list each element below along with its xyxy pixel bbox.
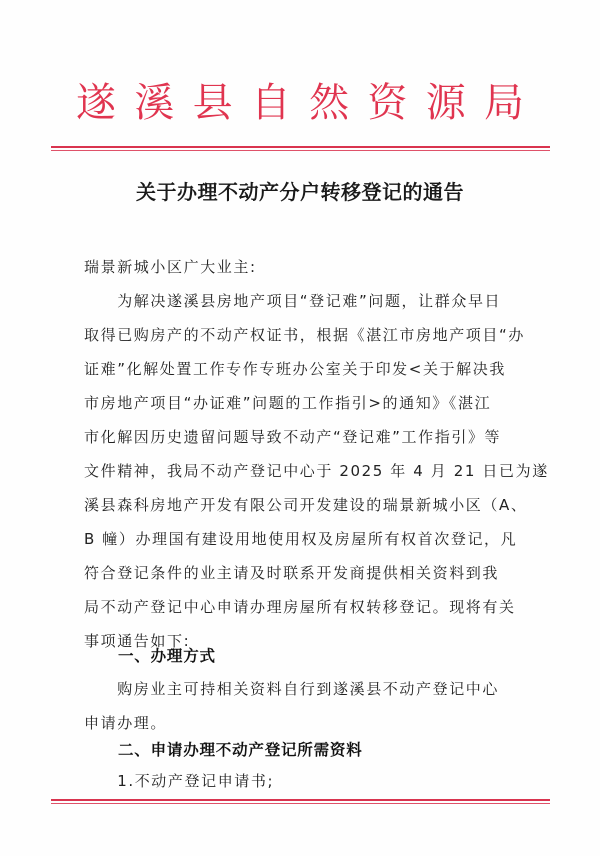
letterhead-char: 遂 bbox=[76, 79, 116, 126]
body-line: B 幢）办理国有建设用地使用权及房屋所有权首次登记，凡 bbox=[84, 530, 518, 548]
body-line: 溪县森科房地产开发有限公司开发建设的瑞景新城小区（A、 bbox=[84, 496, 528, 514]
body-line: 证难”化解处置工作专作专班办公室关于印发<关于解决我 bbox=[84, 360, 506, 378]
letterhead-char: 溪 bbox=[134, 79, 175, 126]
section-heading-method: 一、办理方式 bbox=[118, 647, 216, 665]
salutation: 瑞景新城小区广大业主: bbox=[84, 258, 257, 276]
body-line: 取得已购房产的不动产权证书，根据《湛江市房地产项目“办 bbox=[84, 326, 525, 344]
section-heading-materials: 二、申请办理不动产登记所需资料 bbox=[118, 741, 363, 759]
letterhead-divider-thick bbox=[51, 146, 550, 148]
footer-divider-thin bbox=[51, 803, 550, 804]
footer-divider-thick bbox=[51, 799, 550, 801]
body-line: 局不动产登记中心申请办理房屋所有权转移登记。现将有关 bbox=[84, 598, 516, 616]
section-line: 申请办理。 bbox=[84, 714, 168, 732]
letterhead-char: 然 bbox=[309, 79, 350, 126]
body-line: 文件精神，我局不动产登记中心于 2025 年 4 月 21 日已为遂 bbox=[84, 462, 549, 480]
letterhead-divider-thin bbox=[51, 150, 550, 151]
body-line: 为解决遂溪县房地产项目“登记难”问题，让群众早日 bbox=[84, 292, 502, 310]
letterhead-char: 局 bbox=[483, 79, 524, 126]
letterhead-char: 县 bbox=[192, 79, 233, 126]
section-line: 购房业主可持相关资料自行到遂溪县不动产登记中心 bbox=[84, 680, 500, 698]
body-line: 事项通告如下: bbox=[84, 632, 191, 650]
body-line: 市化解因历史遗留问题导致不动产“登记难”工作指引》等 bbox=[84, 428, 502, 446]
letterhead-char: 资 bbox=[367, 79, 408, 126]
letterhead-char: 自 bbox=[250, 79, 291, 126]
body-line: 符合登记条件的业主请及时联系开发商提供相关资料到我 bbox=[84, 564, 500, 582]
letterhead-organization bbox=[70, 74, 530, 124]
document-title: 关于办理不动产分户转移登记的通告 bbox=[136, 180, 464, 204]
body-line: 市房地产项目“办证难”问题的工作指引>的通知》《湛江 bbox=[84, 394, 492, 412]
letterhead-char: 源 bbox=[425, 79, 466, 126]
section-line: 1.不动产登记申请书; bbox=[84, 772, 275, 790]
